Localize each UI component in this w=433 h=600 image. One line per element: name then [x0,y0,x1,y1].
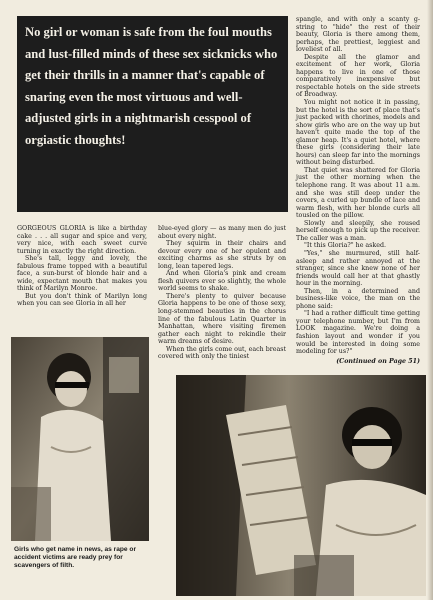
paragraph: That quiet was shattered for Gloria just the other morning when the telephone rang. It was about 11 a.m. and she was still deep under the covers, a curled up bundle of lace and warm flesh, with her blonde curls all tousled on the pillow. [296,166,420,220]
photo-left-image [11,337,149,541]
paragraph: There's plenty to quiver because Gloria happens to be one of those sexy, long-stemmed beauties in the chorus line of the fabulous Latin Quarter in Manhattan, where visiting firemen gather each night to rekindle their warm dreams of desire. [158,292,286,346]
paragraph: "It this Gloria?" he asked. [304,242,386,250]
page-edge-shadow [427,0,433,600]
article-column-left [17,225,147,308]
article-column-right [296,16,420,365]
photo-caption: Girls who get name in news, as rape or accident victims are ready prey for scavengers of filth. [14,546,137,569]
photo-right [176,375,426,596]
paragraph: And when Gloria's pink and cream flesh quivers ever so slightly, the whole world seems to shake. [158,270,286,293]
continued-note: (Continued on Page 51) [336,357,420,365]
paragraph: "Yes," she murmured, still half-asleep and rather annoyed at the stranger, since she knew none of her friends would call her at that ghastly hour in the morning. [296,249,420,288]
paragraph: They squirm in their chairs and devour every one of her opulent and exciting charms as she struts by on long, lean tapered legs. [158,240,286,270]
article-column-middle [158,225,286,361]
paragraph: "I had a rather difficult time getting your telephone number, but I'm from LOOK magazine. We're doing a fashion layout and wonder if you would be interested in doing some modeling for us?" [296,310,420,356]
paragraph: You might not notice it in passing, but the hotel is the sort of place that's just packed with chorines, models and show girls who are on the way up but haven't quite made the top of the glamor heap. It's a quiet hotel, where these girls (considering their late hours) can sleep far into the mornings without being disturbed. [296,99,420,167]
paragraph: blue-eyed glory — as many men do just about every night. [158,225,286,240]
photo-left [11,337,149,541]
paragraph: When the girls come out, each breast covered with only the tiniest [158,345,286,361]
paragraph: spangle, and with only a scanty g-string to "hide" the rest of their beauty, Gloria is there among them, perhaps, the prettiest, leggiest and loveliest of all. [296,16,420,54]
photo-right-image [176,375,426,596]
headline-box: No girl or woman is safe from the foul mouths and lust-filled minds of these sex sicknicks who get their thrills in a manner that's capable of snaring even the most virtuous and well-adjusted girls in a nightmarish cesspool of orgiastic thoughts! [17,16,288,212]
paragraph: Slowly and sleepily, she roused herself enough to pick up the receiver. The caller was a man. [296,219,420,242]
paragraph: GORGEOUS GLORIA is like a birthday cake . . . all sugar and spice and very, very nice, with each sweet curve turning in exactly the right direction. [17,225,147,255]
paragraph: She's tall, leggy and lovely, the fabulous frame topped with a beautiful face, a sun-burst of blonde hair and a wide, expectant mouth that makes you think of Marilyn Monroe. [17,255,147,293]
paragraph: Despite all the glamor and excitement of her work, Gloria happens to live in one of those comparatively inexpensive but respectable hotels on the side streets of Broadway. [296,53,420,99]
paragraph: But you don't think of Marilyn long when you can see Gloria in all her [17,292,147,308]
paragraph: Then, in a determined and business-like voice, the man on the phone said: [296,287,420,310]
